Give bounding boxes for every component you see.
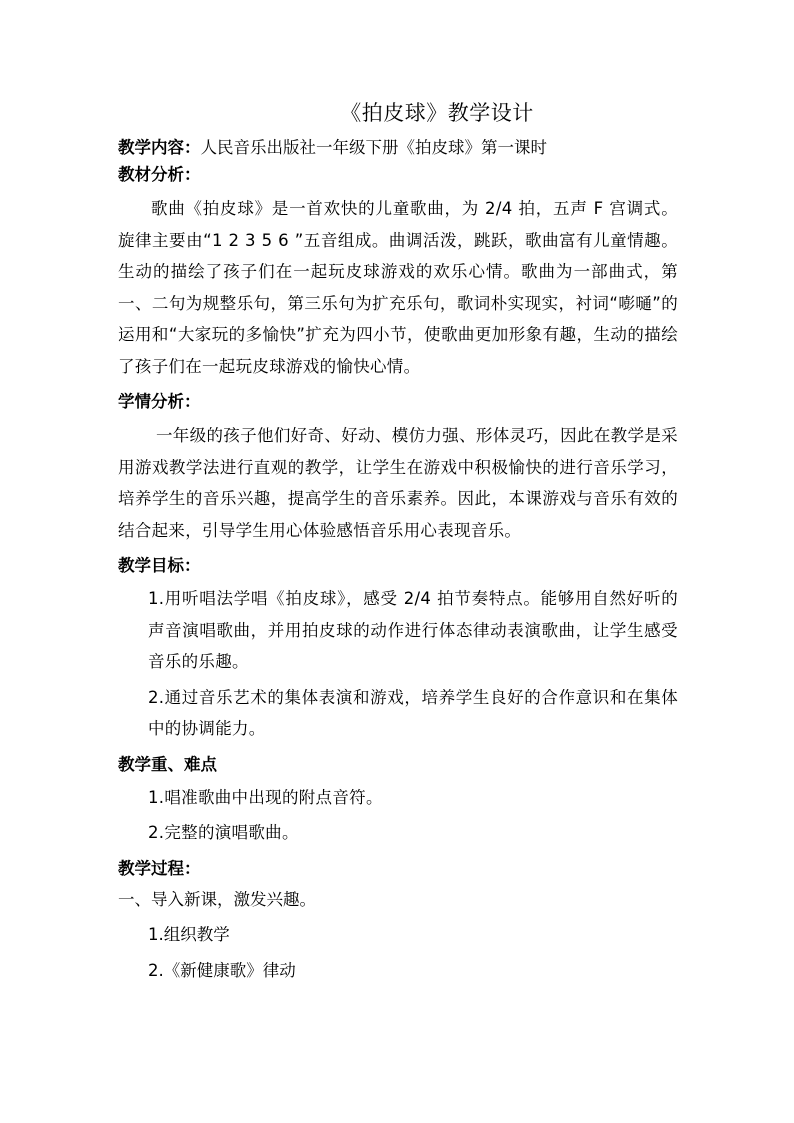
textbook-analysis-paragraph: 歌曲《拍皮球》是一首欢快的儿童歌曲，为 2/4 拍，五声 F 宫调式。旋律主要由“1 2 3 5 6 ”五音组成。曲调活泼，跳跃，歌曲富有儿童情趣。生动的描绘了孩子们在一起玩皮球游戏的欢乐心情。歌曲为一部曲式，第一、二句为规整乐句，第三乐句为扩充乐句，歌词朴实现实，衬词“嘭嗵”的运用和“大家玩的多愉快”扩充为四小节，使歌曲更加形象有趣，生动的描绘了孩子们在一起玩皮球游戏的愉快心情。 bbox=[118, 199, 678, 376]
objectives-heading: 教学目标： bbox=[118, 556, 201, 575]
process-sub-item: 1.组织教学 bbox=[148, 925, 230, 944]
document-title: 《拍皮球》教学设计 bbox=[340, 101, 534, 125]
student-analysis-paragraph: 一年级的孩子他们好奇、好动、模仿力强、形体灵巧，因此在教学是采用游戏教学法进行直观的教学，让学生在游戏中积极愉快的进行音乐学习，培养学生的音乐兴趣，提高学生的音乐素养。因此，本课游戏与音乐有效的结合起来，引导学生用心体验感悟音乐用心表现音乐。 bbox=[118, 426, 678, 540]
textbook-analysis-heading: 教材分析： bbox=[118, 165, 201, 184]
content-label: 教学内容： bbox=[118, 138, 201, 157]
content-value: 人民音乐出版社一年级下册《拍皮球》第一课时 bbox=[200, 138, 547, 157]
document-body bbox=[118, 134, 678, 986]
objective-item: 2.通过音乐艺术的集体表演和游戏，培养学生良好的合作意识和在集体中的协调能力。 bbox=[148, 687, 678, 738]
key-point-item: 1.唱准歌曲中出现的附点音符。 bbox=[148, 787, 383, 807]
process-heading: 教学过程： bbox=[118, 858, 201, 878]
objective-item: 1.用听唱法学唱《拍皮球》，感受 2/4 拍节奏特点。能够用自然好听的声音演唱歌曲，并用拍皮球的动作进行体态律动表演歌曲，让学生感受音乐的乐趣。 bbox=[148, 589, 678, 671]
process-step-one: 一、导入新课，激发兴趣。 bbox=[118, 889, 316, 909]
key-points-list bbox=[118, 782, 678, 849]
objectives-list bbox=[118, 583, 678, 745]
student-analysis-heading: 学情分析： bbox=[118, 392, 201, 411]
process-sub-item: 2.《新健康歌》律动 bbox=[148, 960, 296, 980]
key-point-item: 2.完整的演唱歌曲。 bbox=[148, 823, 299, 842]
key-points-heading: 教学重、难点 bbox=[118, 754, 217, 774]
content-line bbox=[118, 134, 678, 161]
